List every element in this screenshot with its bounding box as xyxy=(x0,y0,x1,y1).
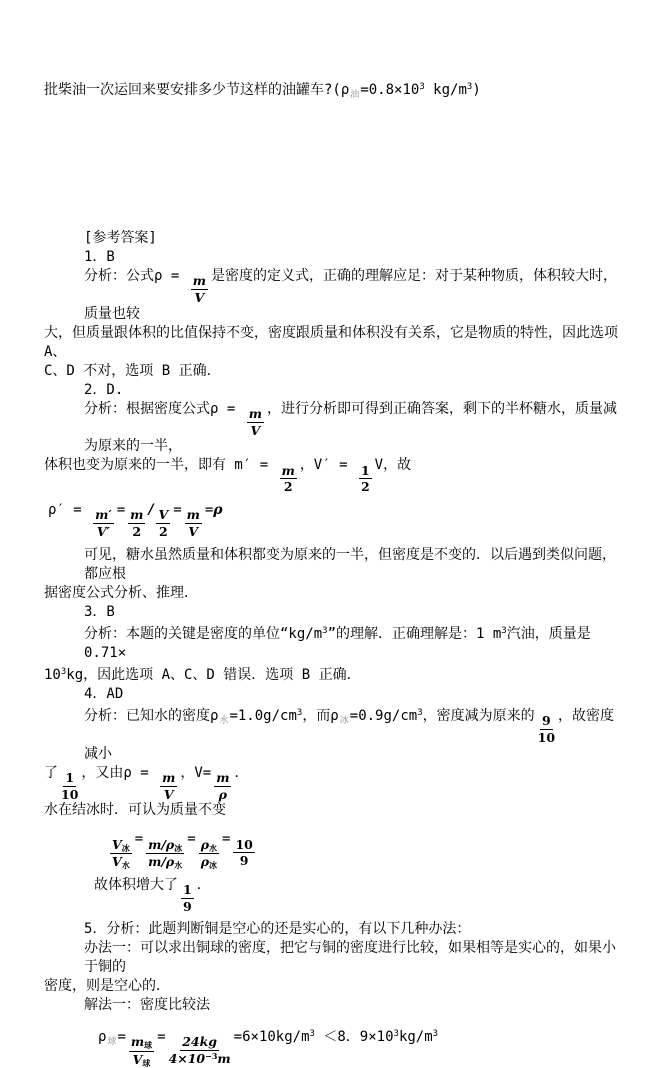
text-run: 密度，则是空心的． xyxy=(44,977,170,994)
math-variable: ρ xyxy=(218,786,227,802)
text-run: 可见，糖水虽然质量和体积都变为原来的一半，但密度是不变的．以后遇到类似问题，都应根 xyxy=(84,546,616,582)
fraction xyxy=(199,838,219,871)
text-run: ρ′ = xyxy=(48,502,91,519)
text-run: 9 xyxy=(183,899,192,915)
fraction-denominator xyxy=(169,1051,231,1066)
fraction xyxy=(169,1035,231,1066)
text-run: = xyxy=(204,502,214,519)
superscript: 3 xyxy=(296,707,303,718)
math-variable: ρ xyxy=(213,502,223,519)
paragraph xyxy=(44,801,625,820)
text-run: 批柴油一次运回来要安排多少节这样的油罐车?(ρ xyxy=(44,82,350,98)
superscript: 3 xyxy=(60,666,67,677)
fraction-denominator xyxy=(201,854,217,870)
math-variable: m xyxy=(216,769,230,785)
text-run: = xyxy=(157,1028,166,1045)
text-run: ． xyxy=(234,764,249,781)
fraction xyxy=(185,508,202,539)
fraction-denominator xyxy=(361,479,370,494)
math-variable: V xyxy=(112,854,122,870)
fraction xyxy=(538,714,555,745)
fraction-numerator xyxy=(160,771,177,787)
fraction xyxy=(181,883,194,914)
fraction xyxy=(129,1035,154,1068)
text-run: ，又由ρ = xyxy=(81,764,158,781)
text-run: 2 xyxy=(283,479,293,495)
subscript: 球 xyxy=(142,1057,151,1068)
math-variable: m xyxy=(186,507,200,523)
text-run: 10 xyxy=(61,786,79,802)
text-run: ，故密度减小 xyxy=(84,707,615,762)
paragraph xyxy=(44,663,625,685)
subscript: 冰 xyxy=(209,860,218,871)
fraction-numerator xyxy=(128,508,145,524)
paragraph xyxy=(44,78,625,105)
fraction xyxy=(191,274,208,305)
math-variable: m xyxy=(217,1050,231,1066)
text-run: kg，因此选项 A、C、D 错误．选项 B 正确． xyxy=(66,666,361,683)
fraction-numerator xyxy=(359,464,372,480)
fraction-denominator xyxy=(159,524,168,539)
text-run: 9 xyxy=(541,713,551,729)
paragraph xyxy=(44,685,625,704)
fraction-numerator xyxy=(129,1035,154,1052)
text-run: 2 xyxy=(132,524,142,540)
paragraph xyxy=(44,622,625,663)
fraction xyxy=(233,838,254,869)
fraction xyxy=(247,407,264,438)
fraction xyxy=(214,771,231,802)
text-run: = xyxy=(116,502,126,519)
paragraph xyxy=(44,267,625,324)
fraction-denominator xyxy=(219,787,227,802)
subscript: 冰 xyxy=(174,842,183,853)
math-variable: m xyxy=(281,462,295,478)
text-run: 9 xyxy=(239,853,249,869)
formula-line xyxy=(48,501,625,539)
math-variable: 24kg xyxy=(182,1034,217,1050)
math-variable: m xyxy=(130,507,144,523)
fraction xyxy=(359,464,372,495)
math-variable: V xyxy=(188,524,199,540)
math-variable: ρ xyxy=(200,854,210,870)
text-run: 1 xyxy=(360,462,370,478)
fraction-denominator xyxy=(148,854,182,870)
subscript: 球 xyxy=(144,1040,153,1051)
paragraph xyxy=(44,584,625,603)
superscript: 3 xyxy=(322,625,328,636)
superscript: −3 xyxy=(205,1050,218,1061)
text-run: 办法一：可以求出铜球的密度，把它与铜的密度进行比较，如果相等是实心的，如果小于铜的 xyxy=(84,939,616,975)
text-run: 是密度的定义式，正确的理解应足：对于某种物质，体积较大时，质量也较 xyxy=(84,268,617,322)
superscript: 3 xyxy=(419,82,425,92)
fraction xyxy=(160,771,177,802)
fraction-numerator xyxy=(93,508,114,524)
text-run: ，密度减为原来的 xyxy=(422,707,535,724)
vertical-spacer xyxy=(44,105,625,229)
text-run: ) xyxy=(472,82,481,98)
math-variable: V xyxy=(194,289,205,305)
paragraph xyxy=(44,546,625,584)
text-run: 分析：公式ρ = xyxy=(84,268,188,284)
math-variable: / xyxy=(148,502,154,519)
text-run: 2 xyxy=(158,524,168,540)
math-variable: V′ xyxy=(96,524,110,540)
text-run: 大，但质量跟体积的比值保持不变，密度跟质量和体积没有关系，它是物质的特性，因此选项 A、 xyxy=(44,324,627,360)
subscript: 冰 xyxy=(121,842,130,853)
text-run: 水在结冰时．可认为质量不变 xyxy=(44,802,226,819)
text-run: 1．B xyxy=(84,249,115,265)
math-variable: V xyxy=(163,786,174,802)
math-variable: V xyxy=(158,507,169,523)
text-run: ，V′ = xyxy=(299,457,356,474)
subscript: 球 xyxy=(107,1036,117,1047)
paragraph xyxy=(44,977,625,996)
fraction-denominator xyxy=(240,853,249,868)
fraction-numerator xyxy=(185,508,202,524)
fraction-denominator xyxy=(61,787,78,802)
subscript: 水 xyxy=(209,842,218,853)
text-run: 2．D. xyxy=(84,381,124,398)
math-variable: m/ρ xyxy=(148,836,175,852)
text-run: 10 xyxy=(235,836,253,852)
fraction-denominator xyxy=(164,787,174,802)
text-run: = xyxy=(173,502,182,519)
text-run: 分析：已知水的密度ρ xyxy=(84,707,219,724)
fraction xyxy=(93,508,114,539)
text-run: 10 xyxy=(44,666,61,683)
text-run: ，进行分析即可得到正确答案，剩下的半杯糖水，质量减为原来的一半， xyxy=(84,400,617,455)
text-run: kg/m xyxy=(398,1028,433,1045)
fraction-numerator xyxy=(180,1035,219,1051)
subscript: 水 xyxy=(121,860,130,871)
fraction-numerator xyxy=(181,883,194,899)
text-run: = xyxy=(117,1028,126,1045)
fraction xyxy=(110,838,132,871)
subscript: 油 xyxy=(350,90,360,100)
superscript: 3 xyxy=(393,1028,399,1039)
fraction-denominator xyxy=(112,854,130,870)
subscript: 冰 xyxy=(339,715,349,726)
fraction-numerator xyxy=(110,838,132,855)
paragraph xyxy=(44,939,625,977)
math-variable: V xyxy=(132,1051,143,1067)
paragraph xyxy=(44,381,625,400)
math-variable: m xyxy=(130,1034,145,1050)
math-variable: m xyxy=(192,273,206,289)
text-run: = xyxy=(222,831,231,848)
superscript: 3 xyxy=(417,707,423,718)
text-run: = xyxy=(134,831,144,848)
fraction-numerator xyxy=(63,771,76,787)
math-variable: V xyxy=(112,836,122,852)
text-run: 了 xyxy=(44,764,58,781)
text-run: C、D 不对，选项 B 正确． xyxy=(44,362,221,379)
text-run: kg/m xyxy=(424,82,467,98)
text-run: 2 xyxy=(360,479,370,495)
formula-line xyxy=(94,876,625,914)
fraction-numerator xyxy=(247,407,264,423)
text-run: ，V= xyxy=(180,764,212,781)
text-run: 体积也变为原来的一半，即有 m′ = xyxy=(44,457,277,474)
superscript: 3 xyxy=(309,1028,315,1039)
math-variable: m xyxy=(248,405,262,421)
formula-line xyxy=(98,1025,625,1068)
text-run: 分析：本题的关键是密度的单位“kg/m xyxy=(84,625,323,642)
paragraph xyxy=(44,248,625,267)
paragraph xyxy=(44,920,625,939)
fraction xyxy=(128,508,145,539)
fraction-denominator xyxy=(183,899,192,914)
fraction-denominator xyxy=(194,290,204,305)
math-variable: m′ xyxy=(95,507,112,523)
fraction-numerator xyxy=(146,838,184,855)
fraction-numerator xyxy=(280,464,297,480)
paragraph xyxy=(44,764,625,802)
fraction-denominator xyxy=(538,730,555,745)
text-run: V，故 xyxy=(374,457,412,474)
text-run: 1 xyxy=(65,769,75,785)
text-run: 10 xyxy=(537,729,556,745)
fraction-numerator xyxy=(199,838,219,855)
fraction-numerator xyxy=(233,838,254,854)
text-run: =0.9g/cm xyxy=(349,707,418,724)
fraction-denominator xyxy=(284,479,293,494)
fraction-numerator xyxy=(214,771,231,787)
text-run: = xyxy=(187,831,196,848)
fraction xyxy=(156,508,170,539)
fraction xyxy=(280,464,297,495)
text-run: 故体积增大了 xyxy=(94,877,178,894)
fraction xyxy=(61,771,78,802)
fraction-denominator xyxy=(133,1052,151,1068)
formula-line xyxy=(107,830,625,870)
fraction-denominator xyxy=(250,423,260,438)
text-run: =0.8×10 xyxy=(360,82,420,98)
paragraph xyxy=(44,456,625,494)
paragraph xyxy=(44,996,625,1015)
fraction-denominator xyxy=(188,524,198,539)
fraction-denominator xyxy=(132,524,141,539)
math-variable: V xyxy=(250,422,261,438)
paragraph xyxy=(44,324,625,362)
fraction-numerator xyxy=(540,714,553,730)
text-run: 分析：根据密度公式ρ = xyxy=(84,400,244,417)
paragraph xyxy=(44,229,625,248)
text-run: 3．B xyxy=(84,603,115,620)
text-run: 据密度公式分析、推理． xyxy=(44,584,198,601)
paragraph xyxy=(44,400,625,457)
fraction-numerator xyxy=(191,274,208,290)
math-variable: 4×10 xyxy=(168,1050,206,1066)
paragraph xyxy=(44,362,625,381)
paragraph xyxy=(44,603,625,622)
text-run: =1.0g/cm xyxy=(229,707,297,724)
math-variable: ρ xyxy=(200,836,210,852)
fraction-denominator xyxy=(97,524,110,539)
superscript: 3 xyxy=(501,625,507,636)
text-run: ”的理解．正确理解是：1 m xyxy=(327,625,502,642)
text-run: 5．分析：此题判断铜是空心的还是实心的，有以下几种办法： xyxy=(84,920,471,937)
fraction-numerator xyxy=(156,508,170,524)
text-run: 1 xyxy=(183,882,192,898)
subscript: 水 xyxy=(219,715,229,726)
text-run: =6×10kg/m xyxy=(233,1028,310,1045)
text-run: ． xyxy=(196,877,211,894)
math-variable: m xyxy=(162,769,176,785)
text-run: 4．AD xyxy=(84,685,124,702)
subscript: 水 xyxy=(174,860,183,871)
superscript: 3 xyxy=(432,1028,439,1039)
text-run: ρ xyxy=(98,1028,107,1045)
superscript: 3 xyxy=(466,82,473,92)
text-run: 汽油，质量是 0.71× xyxy=(84,625,600,661)
text-run: ＜8．9×10 xyxy=(314,1028,394,1045)
text-run: [参考答案] xyxy=(84,230,157,246)
text-run: ，而ρ xyxy=(302,707,339,724)
paragraph xyxy=(44,704,625,764)
text-run: 解法一：密度比较法 xyxy=(84,996,210,1013)
fraction xyxy=(146,838,184,871)
math-variable: m/ρ xyxy=(148,854,175,870)
